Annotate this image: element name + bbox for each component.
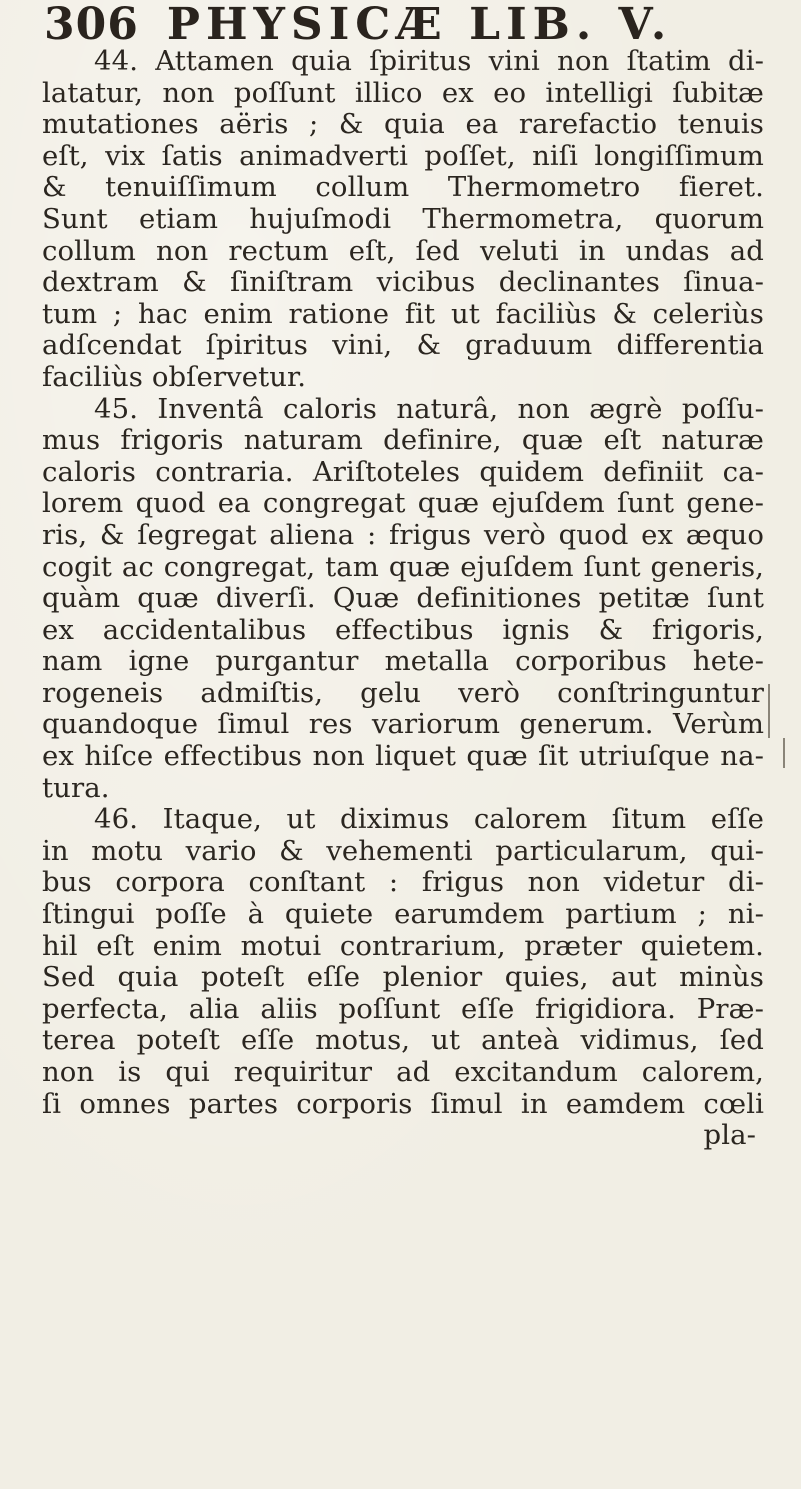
- running-head: [44, 0, 764, 50]
- text-line: & tenuiſſimum collum Thermometro fieret.: [42, 172, 764, 204]
- text-line: quàm quæ diverſi. Quæ definitiones petitæ ſunt: [42, 583, 764, 615]
- text-line: rogeneis admiſtis, gelu verò conſtringuntur: [42, 677, 764, 709]
- text-line: mutationes aëris ; & quia ea rarefactio tenuis: [42, 109, 764, 141]
- text-line: cogit ac congregat, tam quæ ejuſdem ſunt generis,: [42, 551, 764, 583]
- text-line: ex accidentalibus effectibus ignis & frigoris,: [42, 614, 764, 646]
- text-line: latatur, non poſſunt illico ex eo intelligi ſubitæ: [42, 77, 764, 109]
- text-line: in motu vario & vehementi particularum, qui-: [42, 835, 764, 867]
- text-line: 44. Attamen quia ſpiritus vini non ſtatim di-: [94, 46, 764, 77]
- text-line: pla-: [703, 1120, 756, 1152]
- text-line: ris, & ſegregat aliena : frigus verò quod ex æquo: [42, 519, 764, 551]
- text-line: Sed quia poteſt eſſe plenior quies, aut minùs: [42, 962, 764, 994]
- text-line: adſcendat ſpiritus vini, & graduum differentia: [42, 330, 764, 362]
- text-line: Sunt etiam hujuſmodi Thermometra, quorum: [42, 203, 764, 235]
- text-line: dextram & ſiniſtram vicibus declinantes ſinua-: [42, 267, 764, 299]
- text-line: quandoque ſimul res variorum generum. Verùm: [42, 709, 764, 741]
- margin-mark: [783, 738, 785, 768]
- text-line: 45. Inventâ caloris naturâ, non ægrè poſſu-: [94, 393, 764, 425]
- running-title: PHYSICÆ LIB. V.: [166, 0, 673, 50]
- text-line: mus frigoris naturam definire, quæ eſt naturæ: [42, 425, 764, 457]
- text-line: nam igne purgantur metalla corporibus hete-: [42, 646, 764, 678]
- page-number: 306: [44, 0, 139, 50]
- text-line: tura.: [42, 772, 110, 804]
- text-line: tum ; hac enim ratione fit ut faciliùs & celeriùs: [42, 298, 764, 330]
- text-line: hil eſt enim motui contrarium, præter quietem.: [42, 930, 764, 962]
- margin-mark: [768, 684, 770, 738]
- text-line: terea poteſt eſſe motus, ut anteà vidimus, ſed: [42, 1025, 764, 1057]
- text-line: ſtingui poſſe à quiete earumdem partium ; ni-: [42, 899, 764, 931]
- text-line: bus corpora conſtant : frigus non videtur di-: [42, 867, 764, 899]
- text-line: non is qui requiritur ad excitandum calorem,: [42, 1057, 764, 1088]
- text-line: perfecta, alia aliis poſſunt eſſe frigidiora. Præ-: [42, 993, 764, 1025]
- text-line: lorem quod ea congregat quæ ejuſdem ſunt gene-: [42, 488, 764, 520]
- text-line: ex hiſce effectibus non liquet quæ ſit utriuſque na-: [42, 741, 764, 773]
- body-text: [42, 46, 764, 1152]
- text-line: eſt, vix ſatis animadverti poſſet, niſi longiſſimum: [42, 140, 764, 172]
- text-line: caloris contraria. Ariſtoteles quidem definiit ca-: [42, 456, 764, 488]
- text-line: collum non rectum eſt, ſed veluti in undas ad: [42, 235, 764, 267]
- text-line: 46. Itaque, ut diximus calorem ſitum eſſe: [94, 804, 764, 836]
- text-line: ſi omnes partes corporis ſimul in eamdem cœli: [42, 1088, 764, 1120]
- text-line: faciliùs obſervetur.: [42, 361, 307, 393]
